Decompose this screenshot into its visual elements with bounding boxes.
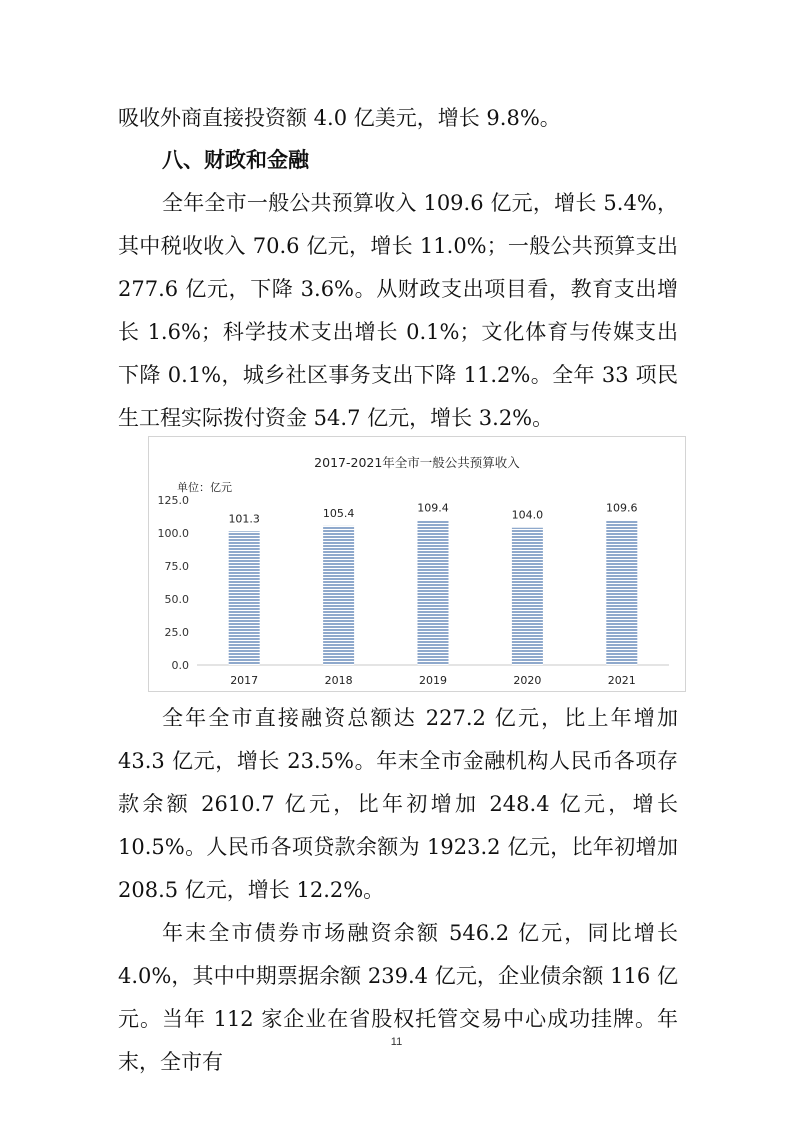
bar-2017 [229, 531, 260, 665]
chart-bars [228, 501, 637, 665]
bar-value-label: 109.6 [606, 501, 638, 515]
x-tick-label: 2021 [607, 674, 636, 687]
bar-value-label: 101.3 [228, 512, 260, 526]
bar-value-label: 105.4 [322, 506, 355, 520]
chart-title: 2017-2021年全市一般公共预算收入 [314, 455, 520, 470]
y-tick-label: 50.0 [164, 593, 189, 606]
bar-2019 [418, 521, 449, 665]
bar-2018 [323, 526, 354, 665]
section-heading-finance: 八、财政和金融 [162, 148, 309, 172]
x-tick-label: 2017 [230, 674, 259, 687]
paragraph-budget: 全年全市一般公共预算收入 109.6 亿元，增长 5.4%，其中税收收入 70.6 亿元，增长 11.0%；一般公共预算支出 277.6 亿元，下降 3.6%。从财政支出项目看，教育支出增长 1.6%；科学技术支出增长 0.1%；文化体育与传媒支出下降 0.1%，城乡社区事务支出下降 11.2%。全年 33 项民生工程实际拨付资金 54.7 亿元，增长 3.2%。 [118, 191, 678, 430]
paragraph-bonds: 年末全市债券市场融资余额 546.2 亿元，同比增长 4.0%，其中中期票据余额 239.4 亿元，企业债余额 116 亿元。当年 112 家企业在省股权托管交易中心成功挂牌。年末，全市有 [118, 921, 678, 1074]
x-tick-label: 2018 [324, 674, 353, 687]
y-tick-label: 0.0 [171, 659, 189, 672]
page-number: 11 [390, 1036, 403, 1048]
y-tick-label: 125.0 [157, 494, 189, 507]
budget-revenue-chart [148, 436, 686, 692]
chart-unit-label: 单位：亿元 [177, 481, 232, 494]
y-tick-label: 100.0 [157, 527, 189, 540]
bar-2021 [606, 520, 637, 665]
x-tick-label: 2019 [419, 674, 447, 687]
x-tick-label: 2020 [513, 674, 542, 687]
paragraph-financing: 全年全市直接融资总额达 227.2 亿元，比上年增加 43.3 亿元，增长 23.5%。年末全市金融机构人民币各项存款余额 2610.7 亿元，比年初增加 248.4 亿元，增长 10.5%。人民币各项贷款余额为 1923.2 亿元，比年初增加 208.5 亿元，增长 12.2%。 [118, 706, 678, 902]
paragraph-fdi: 吸收外商直接投资额 4.0 亿美元，增长 9.8%。 [118, 106, 561, 130]
bar-2020 [512, 528, 543, 665]
y-tick-label: 75.0 [164, 560, 189, 573]
chart-svg [149, 437, 685, 691]
bar-value-label: 104.0 [511, 508, 544, 522]
bar-value-label: 109.4 [417, 501, 449, 515]
y-tick-label: 25.0 [164, 626, 189, 639]
